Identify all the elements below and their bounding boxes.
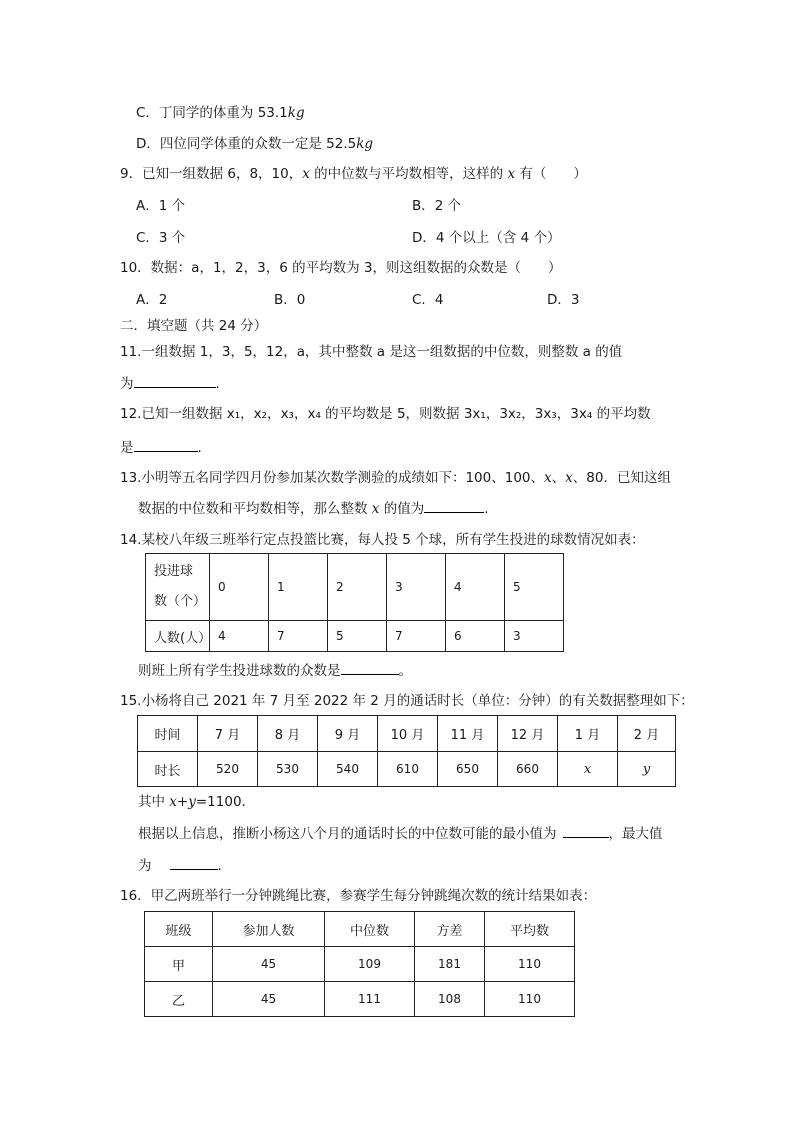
q14-count: 3 <box>505 621 564 652</box>
q16-cell: 181 <box>415 947 485 982</box>
q9-option-c: C．3 个 <box>136 230 186 246</box>
q9-option-d: D．4 个以上（含 4 个） <box>412 230 561 246</box>
q14-count: 7 <box>269 621 328 652</box>
q14-col-0: 0 <box>210 554 269 621</box>
q15-duration-y: y <box>618 752 676 787</box>
q16-cell: 45 <box>213 982 325 1017</box>
q15-question1: 根据以上信息，推断小杨这八个月的通话时长的中位数可能的最小值为 ，最大值 <box>138 823 663 844</box>
q10-option-a: A．2 <box>136 292 168 308</box>
q16-cell: 乙 <box>145 982 213 1017</box>
q16-cell: 45 <box>213 947 325 982</box>
q12-line1: 12.已知一组数据 x₁，x₂，x₃，x₄ 的平均数是 5，则数据 3x₁，3x₂，3x₃，3x₄ 的平均数 <box>120 406 651 422</box>
q11-answer-blank[interactable] <box>134 373 216 388</box>
q15-month: 10 月 <box>378 716 438 752</box>
q15-month: 1 月 <box>558 716 618 752</box>
q16-header: 平均数 <box>485 912 575 947</box>
q16-header: 参加人数 <box>213 912 325 947</box>
q14-question: 则班上所有学生投进球数的众数是 。 <box>138 660 412 681</box>
q9-option-b: B．2 个 <box>412 198 462 214</box>
q15-question2: 为 . <box>138 855 222 876</box>
q14-header-cell: 投进球 数（个） <box>146 554 210 621</box>
q15-duration: 660 <box>498 752 558 787</box>
q16-cell: 111 <box>325 982 415 1017</box>
q15-duration: 540 <box>318 752 378 787</box>
q14-table <box>145 553 564 652</box>
q14-answer-blank[interactable] <box>341 660 399 675</box>
q8-option-d: D．四位同学体重的众数一定是 52.5kg <box>136 136 374 152</box>
q10-option-d: D．3 <box>547 292 580 308</box>
q16-header: 方差 <box>415 912 485 947</box>
q16-cell: 甲 <box>145 947 213 982</box>
q9-stem: 9．已知一组数据 6，8，10，x 的中位数与平均数相等，这样的 x 有（ ） <box>120 166 587 182</box>
q15-duration-x: x <box>558 752 618 787</box>
q13-line1: 13.小明等五名同学四月份参加某次数学测验的成绩如下：100、100、x、x、80．已知这组 <box>120 470 671 486</box>
q15-header-label: 时间 <box>138 716 198 752</box>
q12-line2: 是 . <box>120 437 202 458</box>
q15-duration: 650 <box>438 752 498 787</box>
q16-header: 班级 <box>145 912 213 947</box>
q15-duration: 520 <box>198 752 258 787</box>
q15-month: 9 月 <box>318 716 378 752</box>
q13-line2: 数据的中位数和平均数相等，那么整数 x 的值为 . <box>138 498 489 519</box>
q14-count: 7 <box>387 621 446 652</box>
q13-answer-blank[interactable] <box>424 498 484 513</box>
q14-col-1: 1 <box>269 554 328 621</box>
q15-month: 12 月 <box>498 716 558 752</box>
q15-duration: 530 <box>258 752 318 787</box>
q16-cell: 110 <box>485 982 575 1017</box>
q16-cell: 109 <box>325 947 415 982</box>
q14-col-5: 5 <box>505 554 564 621</box>
q15-stem: 15.小杨将自己 2021 年 7 月至 2022 年 2 月的通话时长（单位：分钟）的有关数据整理如下： <box>120 693 694 709</box>
q9-option-a: A．1 个 <box>136 198 186 214</box>
q16-cell: 110 <box>485 947 575 982</box>
q14-col-4: 4 <box>446 554 505 621</box>
q15-row-label: 时长 <box>138 752 198 787</box>
q14-count: 5 <box>328 621 387 652</box>
q8-option-c: C．丁同学的体重为 53.1kg <box>136 105 305 121</box>
q10-option-b: B．0 <box>274 292 306 308</box>
q15-month: 8 月 <box>258 716 318 752</box>
q15-max-blank[interactable] <box>170 855 218 870</box>
q11-line1: 11.一组数据 1，3，5，12，a，其中整数 a 是这一组数据的中位数，则整数 a 的值 <box>120 344 623 360</box>
q14-count: 6 <box>446 621 505 652</box>
section-title: 二．填空题（共 24 分） <box>120 318 268 334</box>
q16-cell: 108 <box>415 982 485 1017</box>
q14-count: 4 <box>210 621 269 652</box>
q11-line2: 为 . <box>120 373 220 394</box>
q16-header: 中位数 <box>325 912 415 947</box>
q14-row-label: 人数(人） <box>146 621 210 652</box>
q16-stem: 16．甲乙两班举行一分钟跳绳比赛，参赛学生每分钟跳绳次数的统计结果如表： <box>120 888 597 904</box>
q12-answer-blank[interactable] <box>134 437 198 452</box>
q14-col-2: 2 <box>328 554 387 621</box>
q15-month: 7 月 <box>198 716 258 752</box>
q14-col-3: 3 <box>387 554 446 621</box>
q15-note: 其中 x+y=1100． <box>138 794 256 810</box>
q16-table <box>144 911 575 1017</box>
q15-month: 2 月 <box>618 716 676 752</box>
q15-min-blank[interactable] <box>563 823 609 838</box>
q15-month: 11 月 <box>438 716 498 752</box>
q15-table <box>137 715 676 787</box>
q10-stem: 10．数据：a，1，2，3，6 的平均数为 3，则这组数据的众数是（ ） <box>120 260 562 276</box>
q14-stem: 14.某校八年级三班举行定点投篮比赛，每人投 5 个球，所有学生投进的球数情况如表： <box>120 532 645 548</box>
q10-option-c: C．4 <box>412 292 444 308</box>
q15-duration: 610 <box>378 752 438 787</box>
